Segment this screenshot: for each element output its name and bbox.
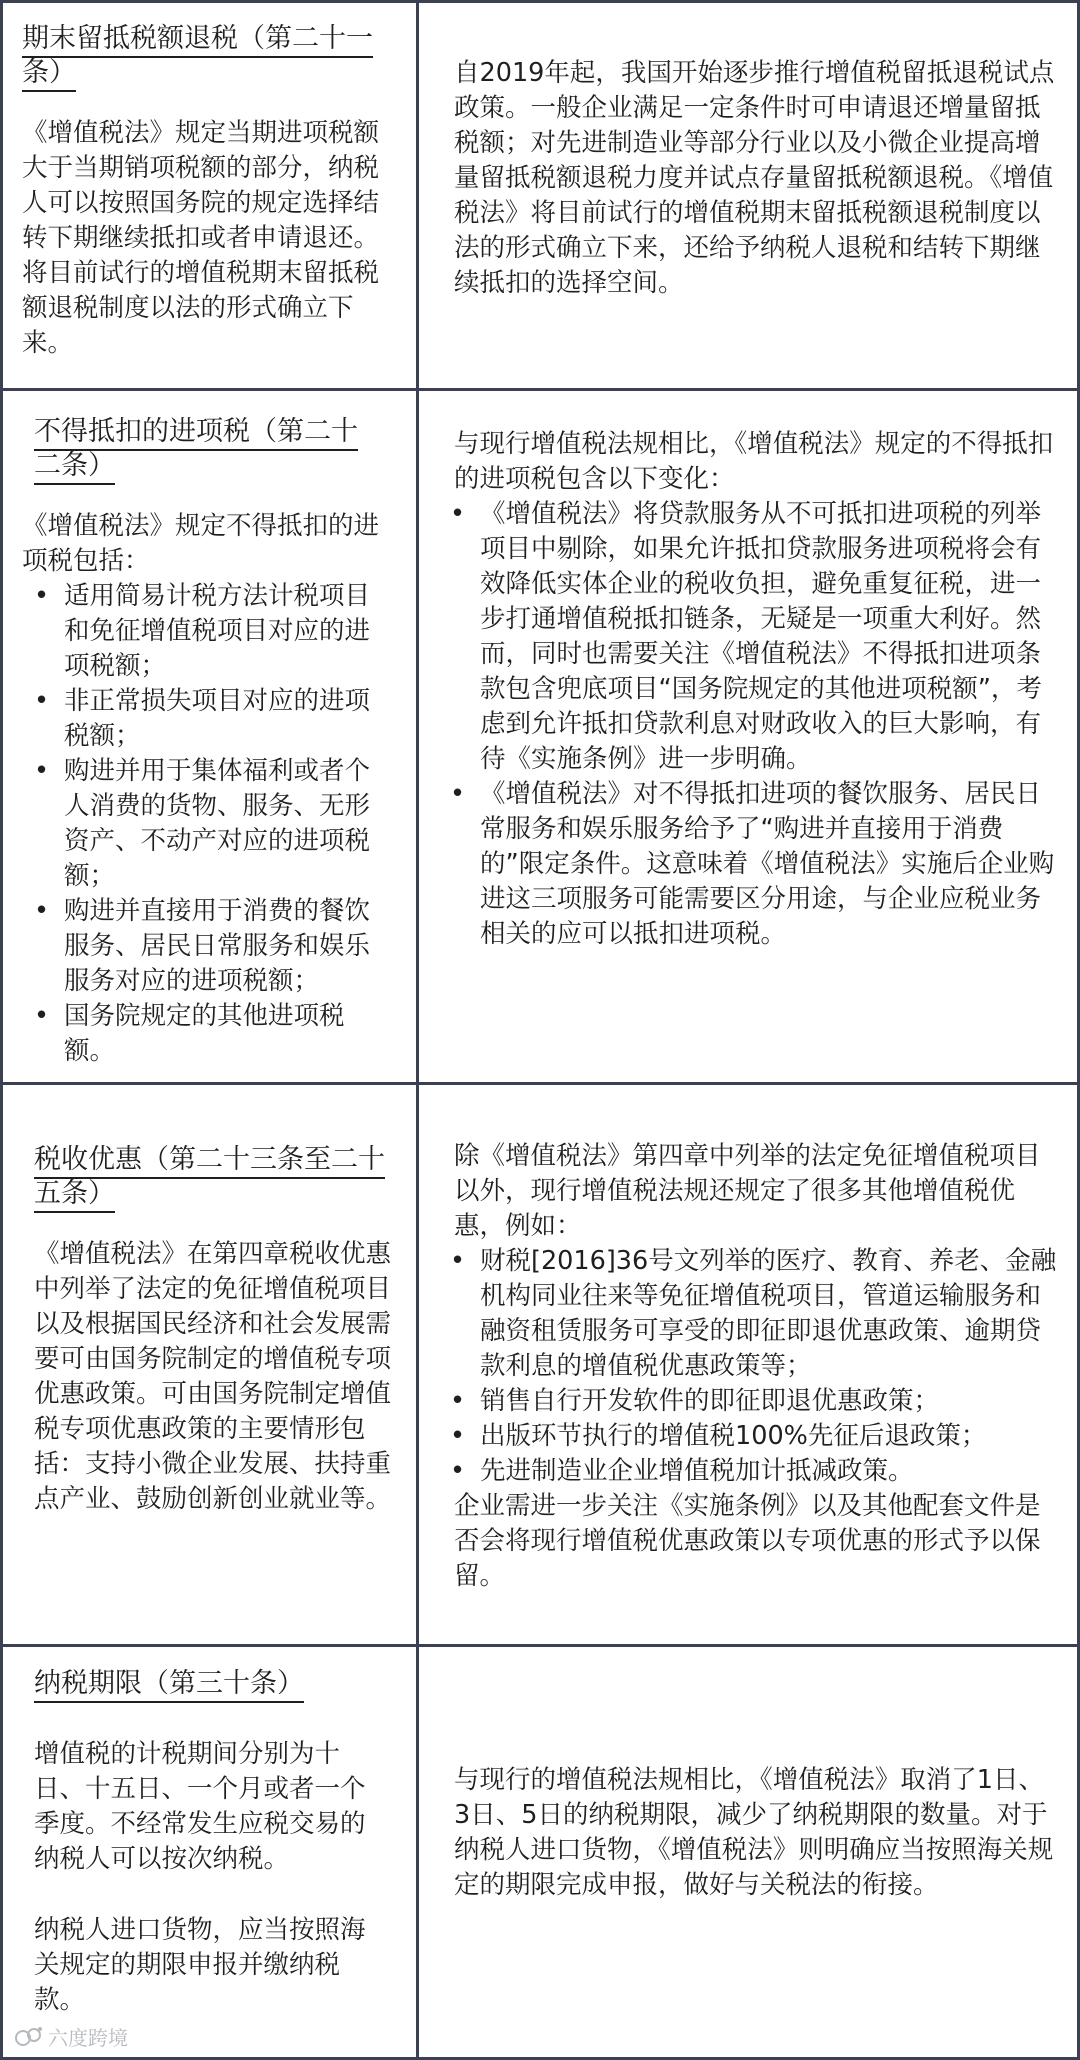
list-item: • 国务院规定的其他进项税额。 [22, 999, 388, 1069]
right-paragraph: 自2019年起，我国开始逐步推行增值税留抵退税试点政策。一般企业满足一定条件时可申请退还增量留抵税额；对先进制造业等部分行业以及小微企业提高增量留抵税额退税力度并试点存量留抵税额退税。《增值税法》将目前试行的增值税期末留抵税额退税制度以法的形式确立下来，还给予纳税人退税和结转下期继续抵扣的选择空间。 [454, 58, 1055, 298]
watermark [14, 2022, 128, 2051]
right-intro: 与现行增值税法规相比，《增值税法》规定的不得抵扣的进项税包含以下变化： [454, 429, 1054, 494]
list-item: • 适用简易计税方法计税项目和免征增值税项目对应的进项税额； [22, 579, 388, 684]
list-item: • 购进并直接用于消费的餐饮服务、居民日常服务和娱乐服务对应的进项税额； [22, 894, 388, 999]
row-title-text: 不得抵扣的进项税（第二十二条） [34, 416, 358, 485]
row-title-text: 税收优惠（第二十三条至二十五条） [34, 1144, 385, 1213]
list-item: • 非正常损失项目对应的进项税额； [22, 684, 388, 754]
watermark-text: 六度跨境 [48, 2026, 128, 2050]
row-title-text: 纳税期限（第三十条） [34, 1668, 304, 1703]
list-item: • 财税[2016]36号文列举的医疗、教育、养老、金融机构同业往来等免征增值税项目，管道运输服务和融资租赁服务可享受的即征即退优惠政策、逾期贷款利息的增值税优惠政策等； [438, 1244, 1064, 1384]
left-paragraph: 《增值税法》规定当期进项税额大于当期销项税额的部分，纳税人可以按照国务院的规定选择结转下期继续抵扣或者申请退还。将目前试行的增值税期末留抵税额退税制度以法的形式确立下来。 [22, 118, 380, 358]
left-intro: 《增值税法》规定不得抵扣的进项税包括： [22, 511, 380, 576]
left-paragraph: 纳税人进口货物，应当按照海关规定的期限申报并缴纳税款。 [34, 1915, 366, 2015]
watermark-logo-icon [14, 2025, 44, 2049]
list-item: • 《增值税法》对不得抵扣进项的餐饮服务、居民日常服务和娱乐服务给予了“购进并直接用于消费的”限定条件。这意味着《增值税法》实施后企业购进这三项服务可能需要区分用途，与企业应税业务相关的应可以抵扣进项税。 [438, 777, 1066, 952]
list-item: • 购进并用于集体福利或者个人消费的货物、服务、无形资产、不动产对应的进项税额； [22, 754, 388, 894]
right-intro: 除《增值税法》第四章中列举的法定免征增值税项目以外，现行增值税法规还规定了很多其他增值税优惠，例如： [454, 1141, 1041, 1241]
left-paragraph: 增值税的计税期间分别为十日、十五日、一个月或者一个季度。不经常发生应税交易的纳税人可以按次纳税。 [34, 1739, 366, 1874]
left-paragraph: 《增值税法》在第四章税收优惠中列举了法定的免征增值税项目以及根据国民经济和社会发展需要可由国务院制定的增值税专项优惠政策。可由国务院制定增值税专项优惠政策的主要情形包括：支持小微企业发展、扶持重点产业、鼓励创新创业就业等。 [34, 1239, 392, 1514]
list-item: • 先进制造业企业增值税加计抵减政策。 [438, 1454, 1064, 1489]
list-item: • 销售自行开发软件的即征即退优惠政策； [438, 1384, 1064, 1419]
row-title-text: 期末留抵税额退税（第二十一条） [22, 23, 373, 92]
right-outro: 企业需进一步关注《实施条例》以及其他配套文件是否会将现行增值税优惠政策以专项优惠的形式予以保留。 [454, 1491, 1041, 1591]
list-item: • 出版环节执行的增值税100%先征后退政策； [438, 1419, 1064, 1454]
list-item: • 《增值税法》将贷款服务从不可抵扣进项税的列举项目中剔除，如果允许抵扣贷款服务进项税将会有效降低实体企业的税收负担，避免重复征税，进一步打通增值税抵扣链条，无疑是一项重大利好。然而，同时也需要关注《增值税法》不得抵扣进项条款包含兜底项目“国务院规定的其他进项税额”，考虑到允许抵扣贷款利息对财政收入的巨大影响，有待《实施条例》进一步明确。 [438, 497, 1066, 777]
right-paragraph: 与现行的增值税法规相比，《增值税法》取消了1日、3日、5日的纳税期限，减少了纳税期限的数量。对于纳税人进口货物，《增值税法》则明确应当按照海关规定的期限完成申报，做好与关税法的衔接。 [454, 1765, 1054, 1900]
